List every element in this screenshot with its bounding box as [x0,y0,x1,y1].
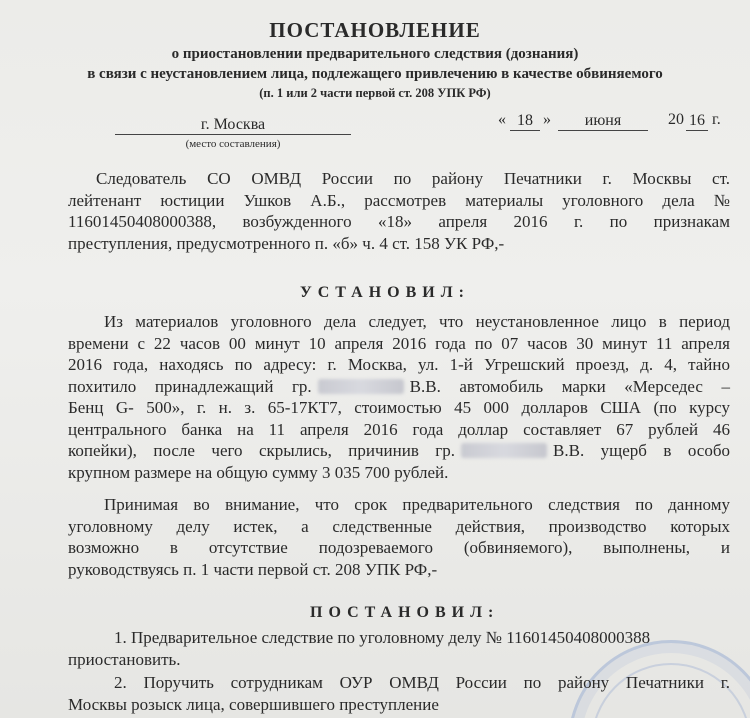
date-close-quote: » [543,111,551,128]
established-p1-line-6: центрального банка на 11 апреля 2016 года доллар составляет 67 рублей 46 [68,419,730,439]
established-paragraph-1 [68,311,730,483]
established-heading: УСТАНОВИЛ: [300,284,470,301]
document-subtitle-1: о приостановлении предварительного следствия (дознания) [171,46,579,62]
place-caption: (место составления) [185,138,281,150]
resolved-item-2-line-2: Москвы розыск лица, совершившего преступление [68,694,439,714]
date-open-quote: « [498,111,506,128]
date-month: июня [558,111,648,131]
resolved-item-1-line-1: 1. Предварительное следствие по уголовному делу № 11601450408000388 [114,628,651,647]
established-p2-line-4: руководствуясь п. 1 части первой ст. 208 УПК РФ,- [68,559,438,579]
established-p2-line-1: Принимая во внимание, что срок предварительного следствия по данному [104,495,730,514]
place-field: г. Москва [115,116,351,135]
established-p1-line-7 [68,440,730,462]
established-p1-line-4-end: В.В. автомобиль марки «Мерседес – [409,376,730,396]
document-subtitle-2: в связи с неустановлением лица, подлежащего привлечению в качестве обвиняемого [87,66,663,82]
established-p1-line-2: времени с 22 часов 00 минут 10 апреля 2016 года по 07 часов 30 минут 11 апреля [68,333,730,353]
intro-paragraph [68,168,730,254]
redacted-name-2 [461,443,547,458]
established-p2-line-2: уголовному делу истек, а следственные действия, производство которых [68,516,730,536]
established-p1-line-4 [68,376,730,398]
date-year-prefix: 20 [668,111,684,128]
resolved-item-2-line-1: 2. Поручить сотрудникам ОУР ОМВД России по району Печатники г. [114,673,730,692]
redacted-name-1 [318,379,404,394]
date-field [490,111,730,135]
intro-line-3: 11601450408000388, возбужденного «18» апреля 2016 г. по признакам [68,212,730,231]
document-title: ПОСТАНОВЛЕНИЕ [269,18,481,42]
date-year-unit: г. [712,111,721,128]
intro-line-2: лейтенант юстиции Ушков А.Б., рассмотрев материалы уголовного дела № [68,190,730,210]
intro-line-1: Следователь СО ОМВД России по району Печатники г. Москвы ст. [96,169,730,188]
established-p1-line-7-end: В.В. ущерб в особо [553,441,731,460]
established-p1-line-8: крупном размере на общую сумму 3 035 700 рублей. [68,462,449,482]
established-p1-line-5: Бенц G- 500», г. н. з. 65-17КТ7, стоимостью 45 000 долларов США (по курсу [68,398,730,417]
established-p1-line-1: Из материалов уголовного дела следует, что неустановленное лицо в период [104,312,730,331]
intro-line-4: преступления, предусмотренного п. «б» ч. 4 ст. 158 УК РФ,- [68,233,505,253]
established-paragraph-2 [68,494,730,580]
date-day: 18 [510,111,540,131]
established-p2-line-3: возможно в отсутствие подозреваемого (обвиняемого), выполнены, и [68,538,730,557]
established-p1-line-4-start: похитило принадлежащий гр. [68,376,312,396]
resolved-item-1-line-2: приостановить. [68,649,181,669]
established-p1-line-3: 2016 года, находясь по адресу: г. Москва, ул. 1-й Угрешский проезд, д. 4, тайно [68,355,730,374]
document-subtitle-3: (п. 1 или 2 части первой ст. 208 УПК РФ) [259,86,491,100]
established-p1-line-7-start: копейки), после чего скрылись, причинив гр. [68,441,456,460]
resolved-heading: ПОСТАНОВИЛ: [310,604,500,621]
resolved-item-2 [68,672,730,715]
date-year-suffix: 16 [686,111,708,131]
